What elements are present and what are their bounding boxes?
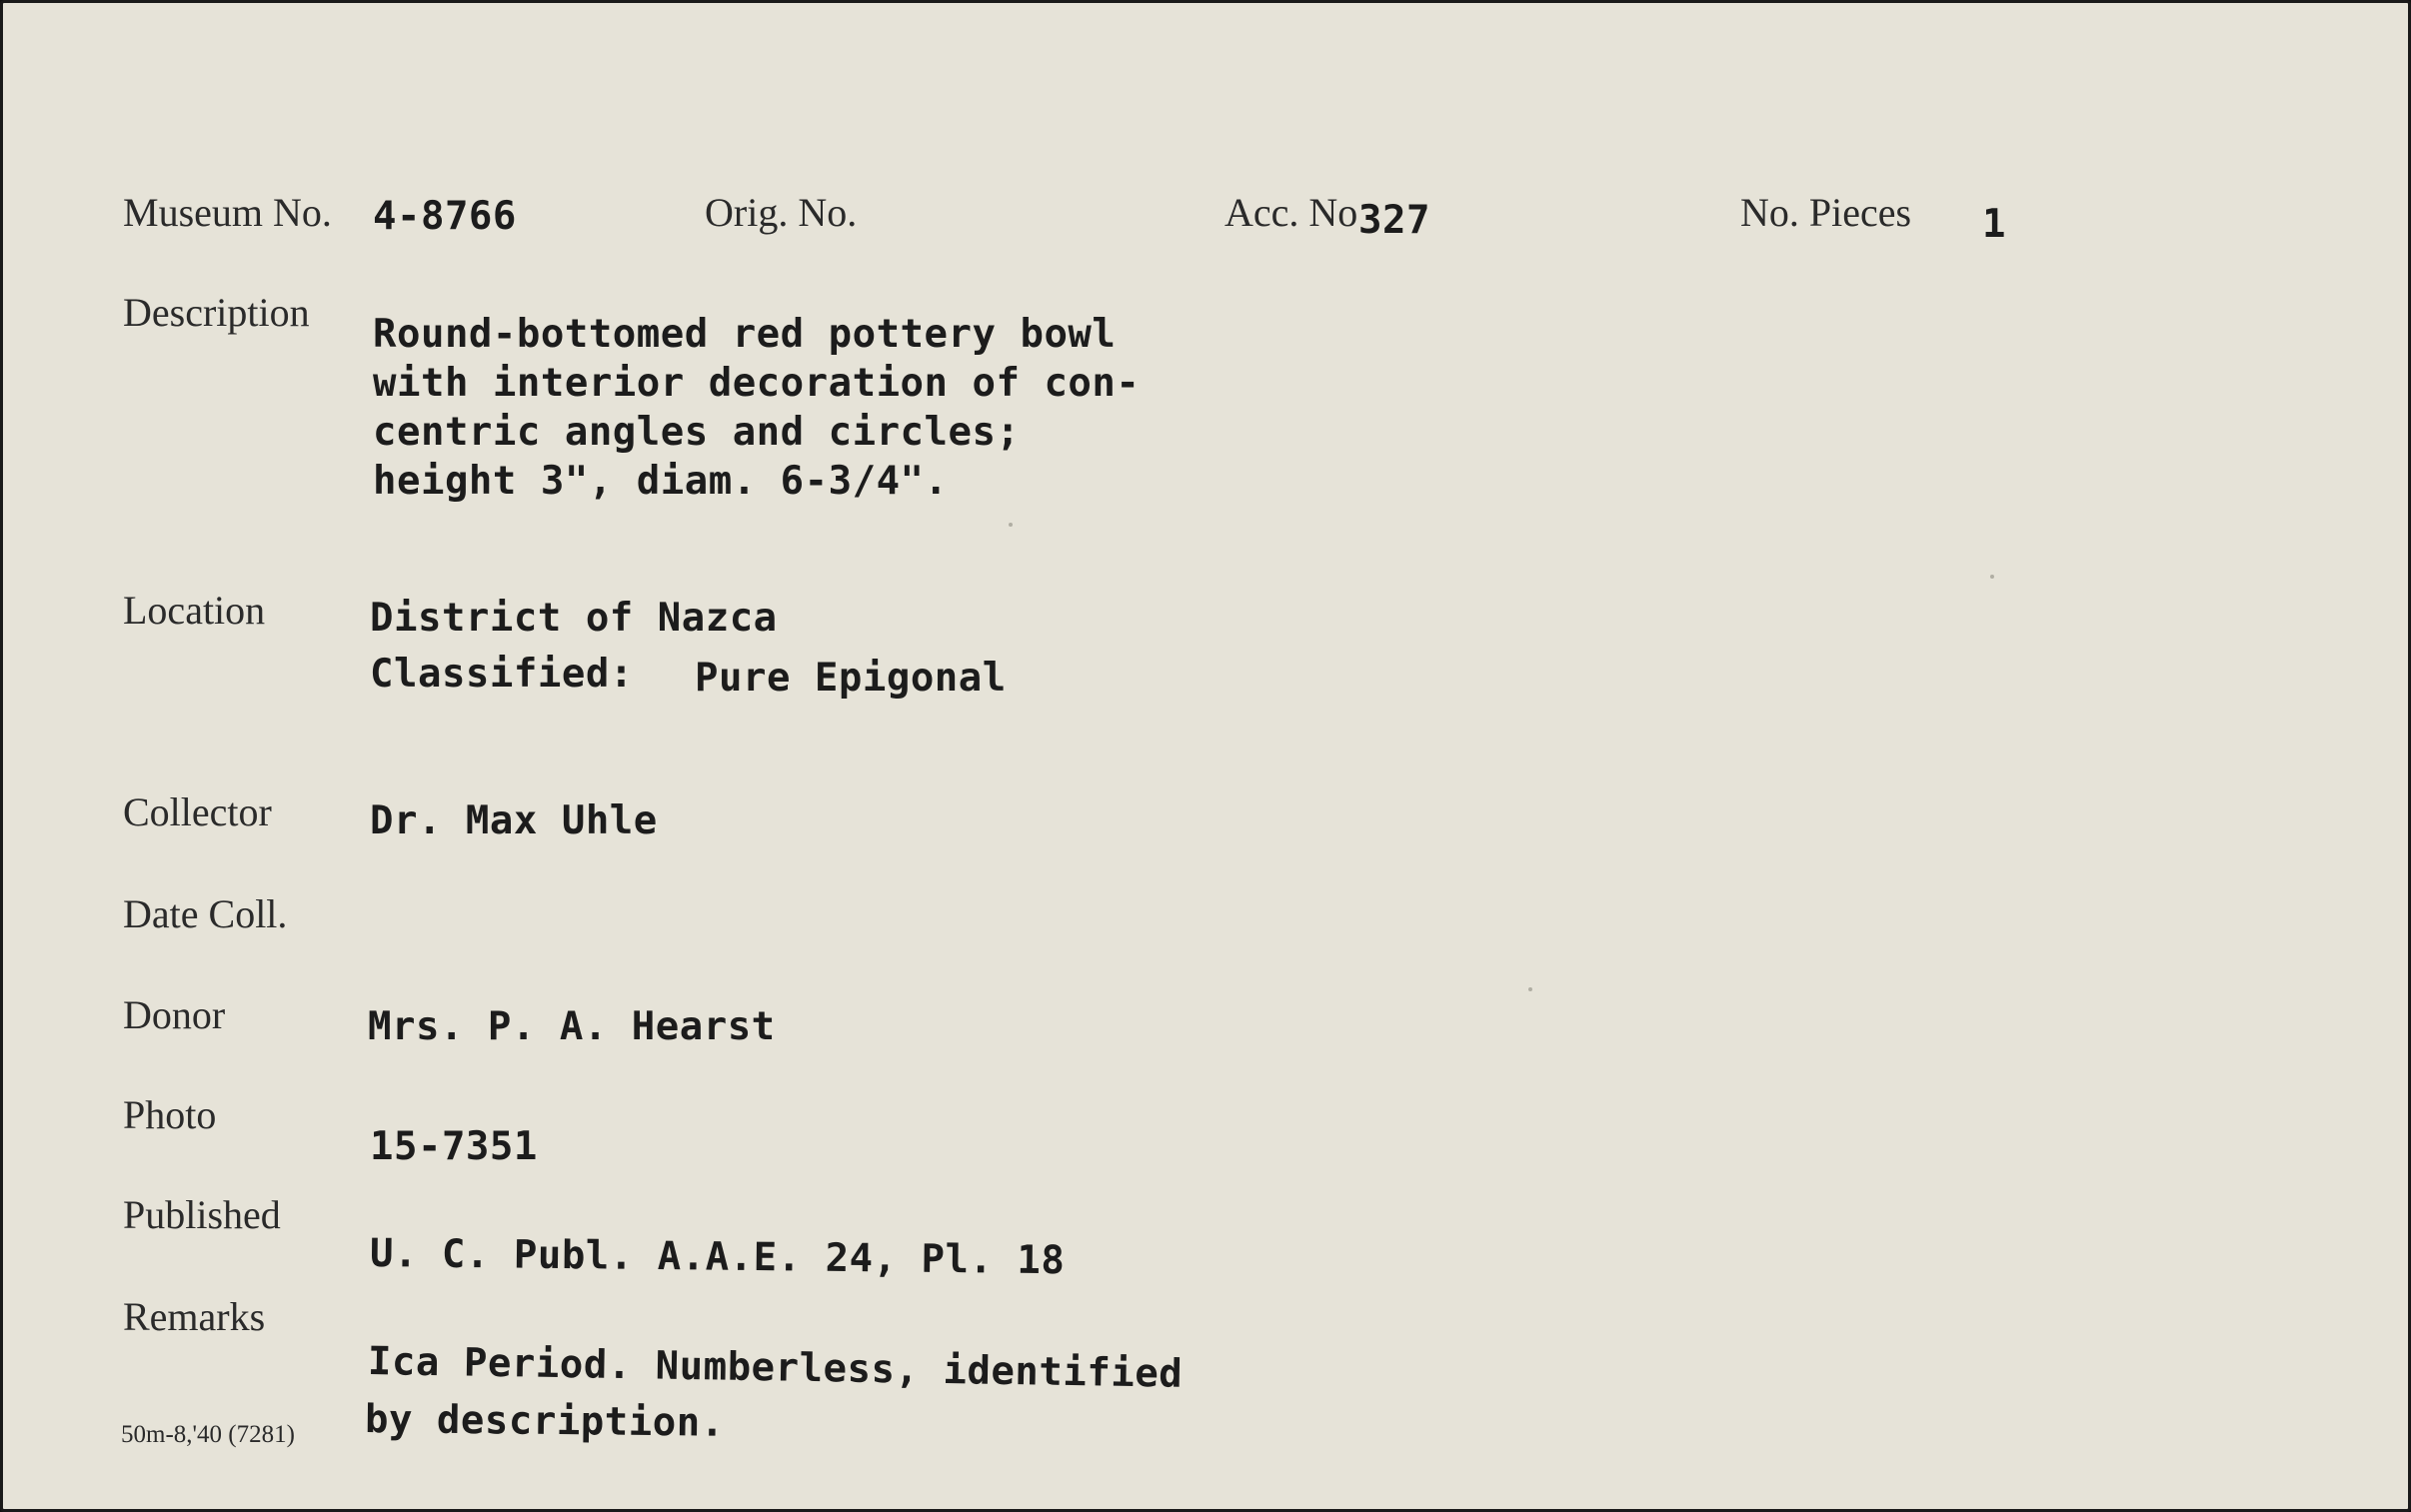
acc-no-value: 327	[1358, 198, 1430, 243]
published-value: U. C. Publ. A.A.E. 24, Pl. 18	[369, 1231, 1066, 1284]
classified-value: Pure Epigonal	[695, 656, 1007, 701]
museum-no-label: Museum No.	[123, 190, 332, 235]
museum-no-value: 4-8766	[373, 194, 517, 239]
donor-label: Donor	[123, 992, 226, 1037]
paper-speck	[1009, 523, 1013, 527]
photo-value: 15-7351	[370, 1124, 538, 1169]
date-coll-label: Date Coll.	[123, 891, 288, 936]
description-label: Description	[123, 290, 310, 335]
location-line1: District of Nazca	[370, 596, 778, 641]
no-pieces-label: No. Pieces	[1740, 190, 1912, 235]
classified-prefix: Classified:	[370, 652, 634, 697]
published-label: Published	[123, 1192, 281, 1237]
acc-no-label: Acc. No	[1224, 190, 1358, 235]
paper-speck	[1528, 987, 1532, 991]
location-label: Location	[123, 588, 266, 633]
no-pieces-value: 1	[1982, 202, 2006, 247]
remarks-label: Remarks	[123, 1294, 266, 1339]
collector-label: Collector	[123, 789, 272, 834]
remarks-line1: Ica Period. Numberless, identified	[367, 1339, 1184, 1397]
donor-value: Mrs. P. A. Hearst	[368, 1004, 776, 1049]
collector-value: Dr. Max Uhle	[370, 798, 658, 843]
orig-no-label: Orig. No.	[705, 190, 858, 235]
description-value: Round-bottomed red pottery bowl with interior decoration of con- centric angles and circles; height 3", diam. 6-3/4".	[373, 312, 1141, 504]
paper-speck	[1990, 575, 1994, 579]
remarks-line2: by description.	[364, 1397, 725, 1446]
form-print-code: 50m-8,'40 (7281)	[121, 1421, 295, 1448]
photo-label: Photo	[123, 1092, 217, 1137]
